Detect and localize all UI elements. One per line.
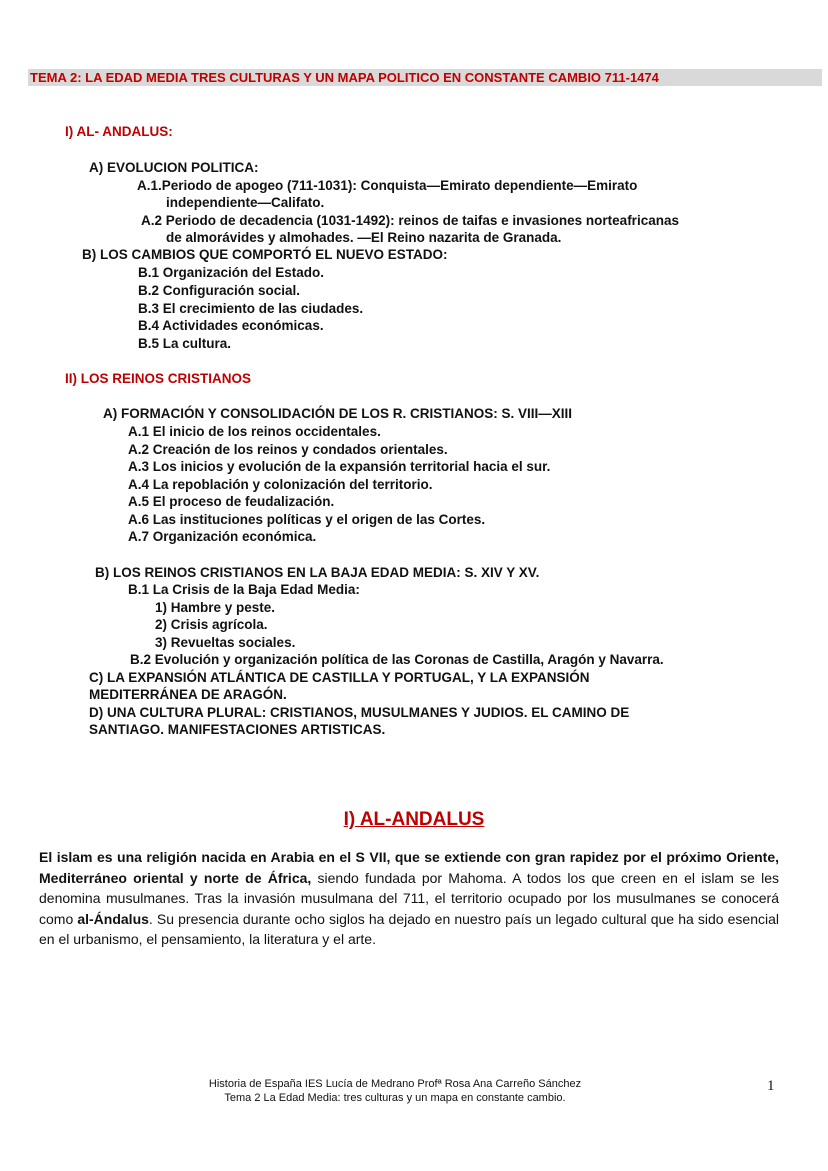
outline-item: A.7 Organización económica. (128, 529, 317, 544)
intro-text: . Su presencia durante ocho siglos ha dejado en nuestro país un legado cultural que ha sido esencial en el urbanismo, el pensamiento, la literatura y el arte. (39, 910, 780, 947)
intro-text: siendo fundada por Mahoma. A todos los que creen en el islam se les denomina musulmanes. Tras la invasión musulmana del 711, el territorio ocupado por los musulmanes se conocerá como (39, 869, 780, 927)
outline-item: B) LOS REINOS CRISTIANOS EN LA BAJA EDAD MEDIA: S. XIV Y XV. (95, 565, 540, 580)
outline-item: C) LA EXPANSIÓN ATLÁNTICA DE CASTILLA Y PORTUGAL, Y LA EXPANSIÓN (89, 670, 590, 685)
outline-item: independiente—Califato. (166, 195, 325, 210)
outline-item: B.2 Evolución y organización política de las Coronas de Castilla, Aragón y Navarra. (130, 652, 664, 667)
outline-item: A.5 El proceso de feudalización. (128, 494, 335, 509)
page-footer (150, 1077, 640, 1105)
outline-item: B.3 El crecimiento de las ciudades. (138, 301, 364, 316)
outline-item: MEDITERRÁNEA DE ARAGÓN. (89, 687, 287, 702)
outline-section-al-andalus-title: I) AL- ANDALUS: (65, 124, 173, 139)
document-title-banner: TEMA 2: LA EDAD MEDIA TRES CULTURAS Y UN MAPA POLITICO EN CONSTANTE CAMBIO 711-1474 (28, 69, 822, 86)
outline-item: D) UNA CULTURA PLURAL: CRISTIANOS, MUSULMANES Y JUDIOS. EL CAMINO DE (89, 705, 630, 720)
intro-bold-term: al-Ándalus (77, 910, 149, 927)
outline-item: B) LOS CAMBIOS QUE COMPORTÓ EL NUEVO ESTADO: (82, 247, 448, 262)
intro-bold-text: El islam es una religión nacida en Arabia en el S VII, que se extiende con gran rapidez por el próximo Oriente, Mediterráneo oriental y norte de África, (39, 849, 779, 886)
outline-item: B.4 Actividades económicas. (138, 318, 324, 333)
outline-item: B.2 Configuración social. (138, 283, 301, 298)
footer-line: Historia de España IES Lucía de Medrano Profª Rosa Ana Carreño Sánchez (208, 1078, 582, 1090)
outline-item: A.2 Periodo de decadencia (1031-1492): reinos de taifas e invasiones norteafricanas (141, 213, 679, 228)
outline-item: B.1 La Crisis de la Baja Edad Media: (128, 582, 360, 597)
outline-item: A.6 Las instituciones políticas y el origen de las Cortes. (128, 512, 486, 527)
section-heading: I) AL-ANDALUS (343, 809, 485, 830)
outline-item: B.5 La cultura. (138, 336, 232, 351)
outline-item: 1) Hambre y peste. (155, 600, 276, 615)
outline-item: A) FORMACIÓN Y CONSOLIDACIÓN DE LOS R. CRISTIANOS: S. VIII—XIII (103, 406, 573, 421)
outline-item: A) EVOLUCION POLITICA: (89, 160, 259, 175)
outline-item: B.1 Organización del Estado. (138, 265, 325, 280)
outline-item: SANTIAGO. MANIFESTACIONES ARTISTICAS. (89, 722, 386, 737)
outline-section-reinos-cristianos-title: II) LOS REINOS CRISTIANOS (65, 371, 252, 386)
outline-item: 3) Revueltas sociales. (155, 635, 296, 650)
page-number: 1 (767, 1078, 775, 1094)
intro-paragraph (39, 847, 779, 950)
outline-item: A.3 Los inicios y evolución de la expansión territorial hacia el sur. (128, 459, 551, 474)
outline-item: 2) Crisis agrícola. (155, 617, 268, 632)
outline-item: A.1 El inicio de los reinos occidentales. (128, 424, 381, 439)
outline-item: A.1.Periodo de apogeo (711-1031): Conquista—Emirato dependiente—Emirato (137, 178, 638, 193)
outline-item: A.2 Creación de los reinos y condados orientales. (128, 442, 448, 457)
outline-item: A.4 La repoblación y colonización del territorio. (128, 477, 433, 492)
outline-item: de almorávides y almohades. —El Reino nazarita de Granada. (166, 230, 562, 245)
footer-line: Tema 2 La Edad Media: tres culturas y un mapa en constante cambio. (224, 1092, 566, 1104)
